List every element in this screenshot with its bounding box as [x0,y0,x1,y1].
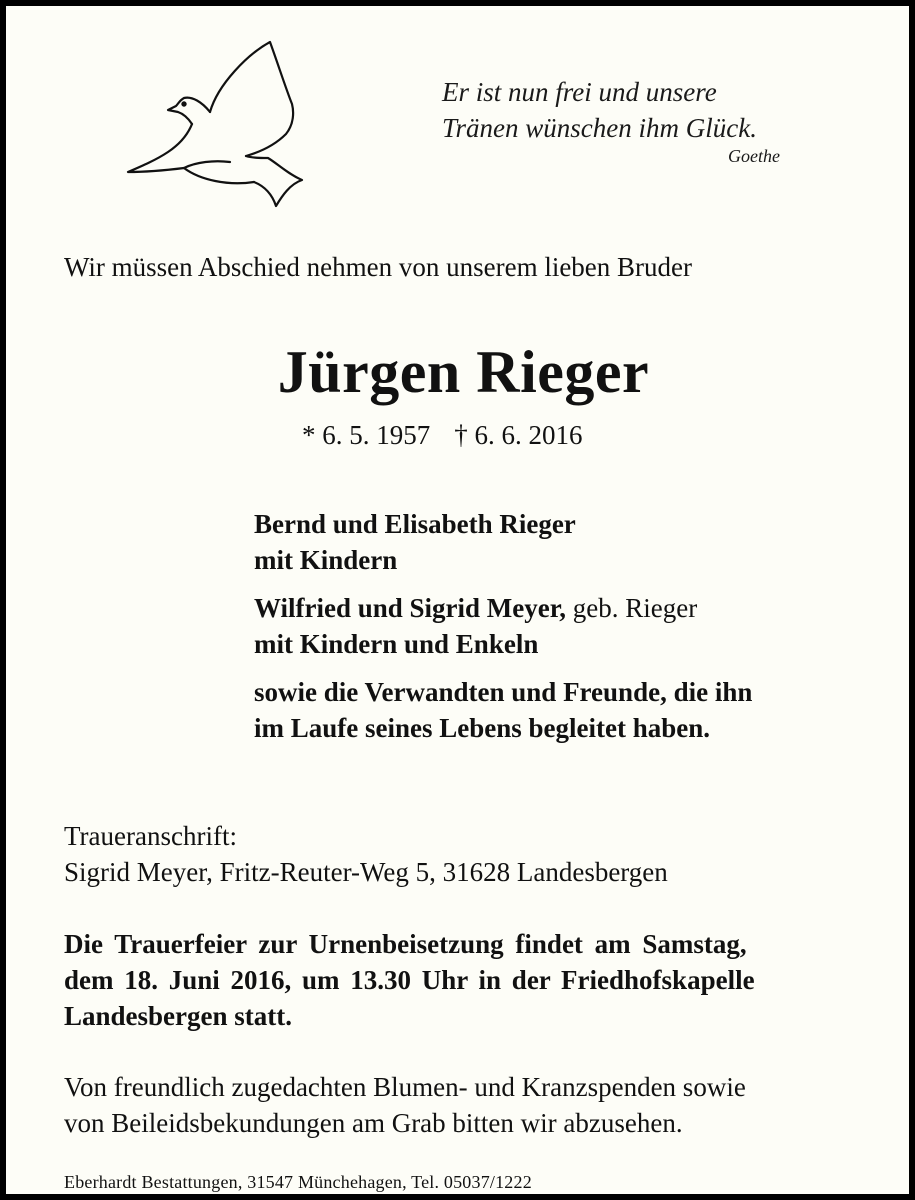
mourning-address [64,818,668,890]
obituary-notice [6,6,909,1194]
mourner-names-line [254,590,894,626]
mourners-list [254,506,894,758]
request-line-1: Von freundlich zugedachten Blumen- und Kranzspenden sowie [64,1072,746,1102]
mourner-names: Wilfried und Sigrid Meyer, [254,593,567,623]
life-dates [302,420,583,451]
mourner-family: mit Kindern [254,545,398,575]
mourner-group-2 [254,590,894,662]
dove-icon [118,34,308,214]
death-date: † 6. 6. 2016 [454,420,583,450]
mourner-family: mit Kindern und Enkeln [254,629,539,659]
relatives-line-1: sowie die Verwandten und Freunde, die ihn [254,677,753,707]
quote-author: Goethe [728,146,780,166]
mourner-group-1 [254,506,894,578]
deceased-name: Jürgen Rieger [277,339,650,405]
donation-request [64,1069,864,1141]
mourner-names: Bernd und Elisabeth Rieger [254,509,576,539]
ceremony-line-1: Die Trauerfeier zur Urnenbeisetzung findet am Samstag, [64,929,747,959]
address-value: Sigrid Meyer, Fritz-Reuter-Weg 5, 31628 Landesbergen [64,857,668,887]
quote-line-1: Er ist nun frei und unsere [442,77,717,107]
quote-line-2: Tränen wünschen ihm Glück. [442,113,757,143]
address-label: Traueranschrift: [64,821,237,851]
mourner-group-3 [254,674,894,746]
ceremony-notice [64,926,860,1034]
quote [442,74,842,146]
funeral-home-footer: Eberhardt Bestattungen, 31547 Münchehagen, Tel. 05037/1222 [64,1172,532,1192]
maiden-name: geb. Rieger [566,593,698,623]
intro-text: Wir müssen Abschied nehmen von unserem lieben Bruder [64,252,693,282]
ceremony-line-2: dem 18. Juni 2016, um 13.30 Uhr in der Friedhofskapelle [64,965,755,995]
ceremony-line-3: Landesbergen statt. [64,1001,292,1031]
birth-date: * 6. 5. 1957 [302,420,431,450]
request-line-2: von Beileidsbekundungen am Grab bitten wir abzusehen. [64,1108,683,1138]
relatives-line-2: im Laufe seines Lebens begleitet haben. [254,713,710,743]
